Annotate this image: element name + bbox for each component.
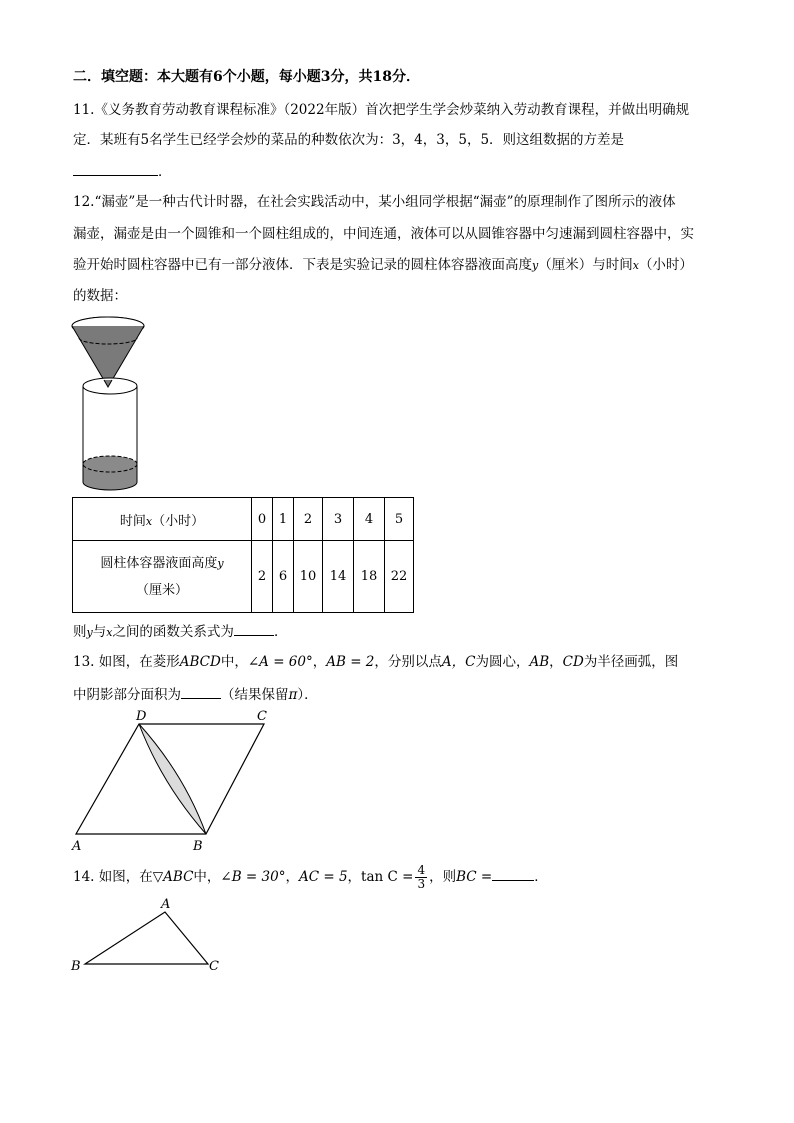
q12-answer-text: 与 — [92, 624, 107, 640]
q13-math: ∠A = 60° — [247, 654, 313, 670]
table-cell: 2 — [252, 541, 273, 613]
table-row — [73, 541, 414, 613]
q14-line — [73, 864, 548, 891]
q14-math: AC = 5 — [298, 869, 348, 885]
q14-text: 中， — [193, 869, 221, 885]
table-label-var: x — [145, 514, 153, 528]
q13-math: AB = 2 — [326, 654, 375, 670]
q14-text: ， — [285, 869, 299, 885]
q12-line4: 的数据： — [73, 288, 127, 304]
q13-text: 中阴影部分面积为 — [73, 687, 181, 703]
q12-var-x: x — [632, 259, 639, 272]
table-row2-label — [73, 541, 252, 613]
q13-text: 为圆心， — [475, 654, 530, 670]
table-cell: 5 — [385, 498, 414, 541]
cylinder-liquid-surface — [83, 456, 137, 472]
q12-answer-blank[interactable] — [234, 621, 274, 636]
table-label-text: 圆柱体容器液面高度 — [100, 555, 218, 571]
q11-answer-blank[interactable] — [73, 161, 158, 176]
q12-answer-end: ． — [273, 624, 288, 640]
label-B: B — [193, 839, 203, 854]
q12-answer-text: 则 — [73, 624, 87, 640]
q12-line2: 漏壶，漏壶是由一个圆锥和一个圆柱组成的，中间连通，液体可以从圆锥容器中匀速漏到圆柱容器中，实 — [73, 226, 694, 242]
data-table — [72, 497, 414, 613]
q13-text: 中， — [220, 654, 248, 670]
table-cell: 4 — [354, 498, 385, 541]
q13-answer-blank[interactable] — [181, 684, 221, 699]
q13-text: 为半径画弧，图 — [583, 654, 679, 670]
q13-text: ）． — [297, 687, 318, 703]
table-label-text: 时间 — [119, 513, 146, 529]
q13-math: ABCD — [179, 654, 221, 670]
table-cell: 10 — [294, 541, 323, 613]
q14-answer-blank[interactable] — [492, 866, 534, 881]
clepsydra-figure — [66, 312, 156, 496]
q14-text: 14. 如图，在 — [73, 869, 153, 885]
q13-math: CD — [562, 654, 584, 670]
q12-line1: 12.“漏壶”是一种古代计时器，在社会实践活动中，某小组同学根据“漏壶”的原理制作了图所示的液体 — [73, 194, 676, 210]
table-row1-label — [73, 498, 252, 541]
q13-text: 13. 如图，在菱形 — [73, 654, 180, 670]
q12-line3-c: （小时） — [638, 257, 693, 273]
q13-math: AB — [529, 654, 550, 670]
q11-answer-line — [73, 161, 172, 181]
cylinder-bottom-arc — [83, 482, 137, 490]
table-label-var: y — [217, 556, 224, 570]
q11-line2: 定．某班有5名学生已经学会炒的菜品的种数依次为：3，4，3，5，5．则这组数据的方差是 — [73, 132, 625, 148]
label-D: D — [136, 709, 147, 724]
q12-line3-b: （厘米）与时间 — [538, 257, 633, 273]
table-row — [73, 498, 414, 541]
table-label-text: （小时） — [152, 513, 205, 529]
q12-line3 — [73, 256, 693, 275]
q13-text: ， — [549, 654, 563, 670]
q12-answer-var-y: y — [86, 626, 93, 639]
label-B: B — [71, 959, 81, 974]
label-A: A — [72, 839, 82, 854]
q12-var-y: y — [532, 259, 539, 272]
q13-text: （结果保留 — [221, 687, 289, 703]
q11-line1: 11.《义务教育劳动教育课程标准》（2022年版）首次把学生学会炒菜纳入劳动教育课程，并做出明确规 — [73, 102, 690, 118]
q13-line1 — [73, 653, 678, 671]
section-header: 二．填空题：本大题有6个小题，每小题3分，共18分． — [73, 69, 420, 85]
triangle-outline — [85, 912, 208, 964]
table-cell: 14 — [323, 541, 354, 613]
q13-math: π — [288, 687, 298, 703]
label-C: C — [209, 959, 219, 974]
shaded-lens — [139, 724, 206, 834]
q12-answer-var-x: x — [106, 626, 113, 639]
label-A: A — [161, 897, 171, 912]
label-C: C — [257, 709, 267, 724]
q12-line3-a: 验开始时圆柱容器中已有一部分液体．下表是实验记录的圆柱体容器液面高度 — [73, 257, 532, 273]
q13-math: A，C — [441, 654, 476, 670]
q14-math: BC = — [456, 869, 493, 885]
tan-fraction — [415, 864, 427, 891]
q11-line3-end: ． — [158, 164, 172, 180]
table-cell: 6 — [273, 541, 294, 613]
triangle-figure — [66, 892, 236, 978]
table-cell: 0 — [252, 498, 273, 541]
q13-text: ，分别以点 — [374, 654, 442, 670]
cone-rim-back — [72, 317, 144, 326]
q12-answer-text: 之间的函数关系式为 — [112, 624, 234, 640]
q13-line2 — [73, 684, 318, 704]
table-cell: 1 — [273, 498, 294, 541]
q14-math: ▽ABC — [152, 869, 194, 885]
q12-answer-line — [73, 621, 287, 642]
q14-math: ∠B = 30° — [220, 869, 286, 885]
table-cell: 18 — [354, 541, 385, 613]
fraction-denominator: 3 — [417, 877, 426, 891]
fraction-numerator: 4 — [417, 863, 426, 877]
table-label-text: （厘米） — [135, 582, 188, 598]
table-cell: 2 — [294, 498, 323, 541]
q14-text: ，则 — [429, 869, 457, 885]
q13-text: ， — [312, 654, 327, 670]
q14-text: ， — [347, 869, 362, 885]
q14-math: tan C = — [361, 869, 414, 885]
q14-text: ． — [534, 869, 548, 885]
rhombus-figure — [64, 704, 284, 856]
table-cell: 3 — [323, 498, 354, 541]
table-cell: 22 — [385, 541, 414, 613]
